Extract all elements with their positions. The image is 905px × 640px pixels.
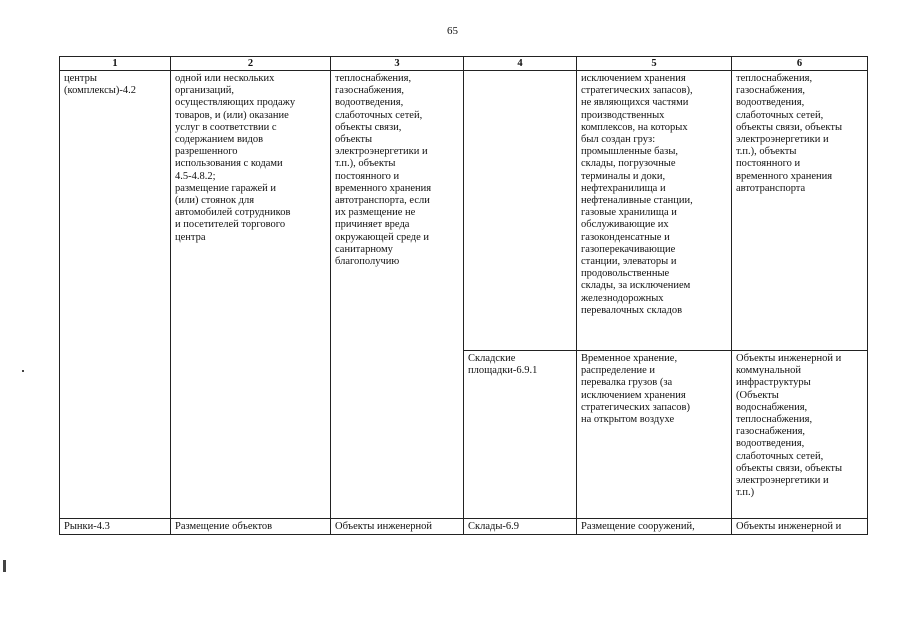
page-number: 65 [447, 25, 458, 37]
header-cell-3: 3 [331, 57, 464, 71]
cell-r3-c4: Склады-6.9 [464, 519, 577, 535]
cell-r2-c5: Временное хранение, распределение и перевалка грузов (за исключением хранения стратегических запасов) на открытом воздухе [577, 351, 732, 519]
table-row [60, 71, 868, 351]
scan-edge-mark [3, 560, 6, 572]
cell-r3-c1: Рынки-4.3 [60, 519, 171, 535]
scan-dot [22, 370, 24, 372]
header-cell-6: 6 [732, 57, 868, 71]
cell-r1-c6: теплоснабжения, газоснабжения, водоотведения, слаботочных сетей, объекты связи, объекты электроэнергетики и т.п.), объекты постоянного и временного хранения автотранспорта [732, 71, 868, 351]
cell-r2-c6: Объекты инженерной и коммунальной инфраструктуры (Объекты водоснабжения, теплоснабжения, газоснабжения, водоотведения, слаботочных сетей, объекты связи, объекты электроэнергетики и т.п.) [732, 351, 868, 519]
cell-r3-c5: Размещение сооружений, [577, 519, 732, 535]
table-header-row [60, 57, 868, 71]
cell-r1-c2: одной или нескольких организаций, осуществляющих продажу товаров, и (или) оказание услуг в соответствии с содержанием видов разрешенного использования с кодами 4.5-4.8.2; размещение гаражей и (или) стоянок для автомобилей сотрудников и посетителей торгового центра [171, 71, 331, 519]
header-cell-2: 2 [171, 57, 331, 71]
cell-r3-c3: Объекты инженерной [331, 519, 464, 535]
cell-r1-c1: центры (комплексы)-4.2 [60, 71, 171, 519]
header-cell-5: 5 [577, 57, 732, 71]
cell-r3-c6: Объекты инженерной и [732, 519, 868, 535]
document-table [59, 56, 868, 535]
cell-r3-c2: Размещение объектов [171, 519, 331, 535]
cell-r1-c4 [464, 71, 577, 351]
table-row [60, 519, 868, 535]
header-cell-4: 4 [464, 57, 577, 71]
cell-r2-c4: Складские площадки-6.9.1 [464, 351, 577, 519]
cell-r1-c5: исключением хранения стратегических запасов), не являющихся частями производственных комплексов, на которых был создан груз: промышленные базы, склады, погрузочные терминалы и доки, нефтехранилища и нефтеналивные станции, газовые хранилища и обслуживающие их газоконденсатные и газоперекачивающие станции, элеваторы и продовольственные склады, за исключением железнодорожных перевалочных складов [577, 71, 732, 351]
cell-r1-c3: теплоснабжения, газоснабжения, водоотведения, слаботочных сетей, объекты связи, объекты электроэнергетики и т.п.), объекты постоянного и временного хранения автотранспорта, если их размещение не причиняет вреда окружающей среде и санитарному благополучию [331, 71, 464, 519]
header-cell-1: 1 [60, 57, 171, 71]
